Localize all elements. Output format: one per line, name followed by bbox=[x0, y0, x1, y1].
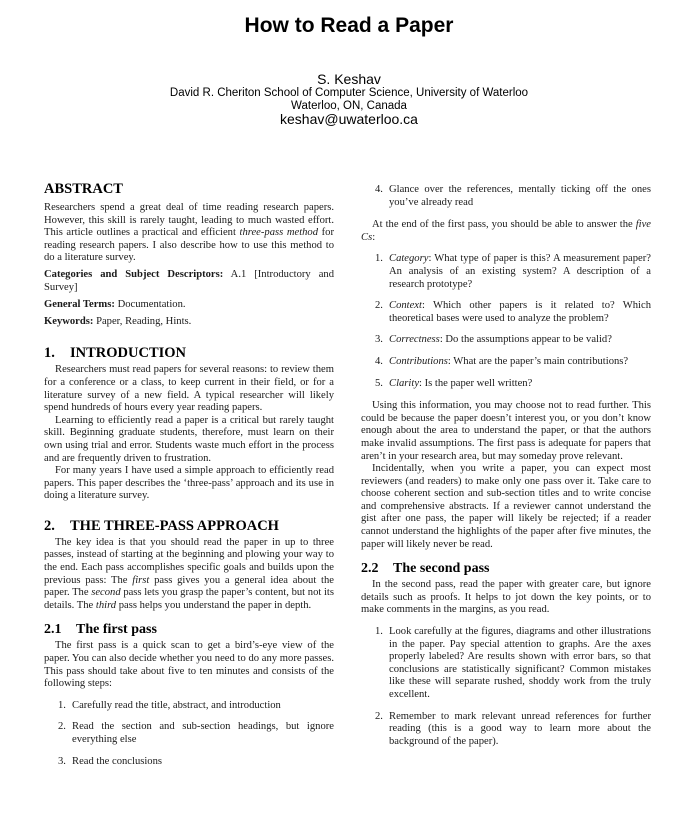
list-item bbox=[361, 711, 651, 749]
list-number: 4. bbox=[375, 184, 383, 195]
subsection-title: The second pass bbox=[393, 561, 490, 577]
author-block bbox=[0, 72, 698, 127]
section-number: 1. bbox=[44, 345, 55, 362]
list-number: 2. bbox=[58, 721, 66, 733]
list-item bbox=[44, 721, 334, 746]
general-terms-label: General Terms: bbox=[44, 299, 115, 311]
list-text: Read the section and sub-section headings, but ignore everything else bbox=[72, 721, 334, 745]
subsection-number: 2.2 bbox=[361, 561, 379, 577]
first-pass-steps bbox=[44, 700, 334, 768]
list-text: : Do the assumptions appear to be valid? bbox=[439, 334, 612, 346]
section-title: THE THREE-PASS APPROACH bbox=[70, 517, 279, 534]
list-item bbox=[44, 700, 334, 713]
categories-label: Categories and Subject Descriptors: bbox=[44, 268, 224, 280]
list-item bbox=[44, 756, 334, 769]
list-number: 3. bbox=[375, 334, 383, 346]
abstract-text-part: for reading research papers. I also describe how to use this method to do a literature survey. bbox=[44, 227, 334, 264]
list-number: 3. bbox=[58, 755, 66, 767]
list-number: 1. bbox=[375, 626, 383, 638]
paragraph: For many years I have used a simple approach to efficiently read papers. This paper describes the ‘three-pass’ approach and its use in doing a literature survey. bbox=[44, 465, 334, 502]
general-terms-line bbox=[44, 299, 334, 312]
list-number: 1. bbox=[58, 699, 66, 711]
paragraph: The first pass is a quick scan to get a bird’s-eye view of the paper. You can also decide whether you need to do any more passes. This pass should take about five to ten minutes and consists of the following steps: bbox=[44, 640, 334, 690]
paragraph bbox=[44, 537, 334, 613]
section-title: INTRODUCTION bbox=[70, 345, 187, 362]
list-text: Carefully read the title, abstract, and introduction bbox=[72, 699, 281, 711]
paragraph: Using this information, you may choose not to read further. This could be because the paper doesn’t interest you, or you don’t know enough about the area to understand the paper, or that the authors make invalid assumptions. The first pass is adequate for papers that aren’t in your research area, but may someday prove relevant. bbox=[361, 400, 651, 462]
categories-line bbox=[44, 269, 334, 294]
text: The key idea is that you should read the paper in up to three passes, instead of starting at the beginning and plowing your way to the end. Each pass accomplishes specific goals and builds upon the previous pass: The bbox=[44, 536, 334, 586]
section-heading-introduction bbox=[44, 345, 334, 362]
emphasis: second bbox=[91, 587, 121, 599]
list-term: Clarity bbox=[389, 377, 420, 389]
list-number: 5. bbox=[375, 377, 383, 389]
categories-value: A.1 [Introductory and Survey] bbox=[44, 268, 334, 293]
section-heading-three-pass bbox=[44, 518, 334, 535]
list-number: 1. bbox=[375, 253, 383, 265]
list-term: Category bbox=[389, 253, 429, 265]
text: : bbox=[372, 231, 376, 243]
list-number: 2. bbox=[375, 300, 383, 312]
abstract-text-part: Researchers spend a great deal of time reading research papers. However, this skill is rarely taught, leading to much wasted effort. This article outlines a practical and efficient bbox=[44, 202, 334, 239]
list-item bbox=[361, 356, 651, 369]
list-text: Read the conclusions bbox=[72, 755, 163, 767]
emphasis: first bbox=[132, 574, 150, 586]
list-item bbox=[361, 300, 651, 325]
keywords-value: Paper, Reading, Hints. bbox=[93, 315, 192, 327]
list-item bbox=[361, 184, 651, 209]
five-cs-intro bbox=[361, 219, 651, 244]
abstract-text bbox=[44, 202, 334, 265]
paragraph: In the second pass, read the paper with greater care, but ignore details such as proofs. It helps to jot down the key points, or to make comments in the margins, as you read. bbox=[361, 579, 651, 616]
author-affiliation: David R. Cheriton School of Computer Science, University of Waterloo bbox=[169, 87, 529, 99]
subsection-heading-first-pass bbox=[44, 621, 334, 638]
emphasis: five Cs bbox=[361, 219, 651, 243]
list-number: 4. bbox=[375, 355, 383, 367]
keywords-label: Keywords: bbox=[44, 315, 94, 327]
text: pass gives you a general idea about the paper. The bbox=[44, 574, 334, 599]
second-pass-steps bbox=[361, 626, 651, 748]
list-item bbox=[361, 253, 651, 291]
abstract-emphasis: three-pass method bbox=[239, 227, 319, 239]
right-column bbox=[361, 184, 651, 748]
list-term: Contributions bbox=[389, 355, 448, 367]
list-term: Context bbox=[389, 300, 422, 312]
author-name: S. Keshav bbox=[317, 71, 381, 87]
list-text: : Which other papers is it related to? Which theoretical bases were used to analyze the problem? bbox=[389, 300, 651, 324]
paragraph: Incidentally, when you write a paper, you can expect most reviewers (and readers) to make only one pass over it. Take care to choose coherent section and sub-section titles and to write concise and comprehensive abstracts. If a reviewer cannot understand the gist after one pass, the paper will likely be rejected; if a reader cannot understand the highlights of the paper after five minutes, the paper will likely never be read. bbox=[361, 463, 651, 550]
keywords-line bbox=[44, 316, 334, 329]
list-text: : What are the paper’s main contributions? bbox=[447, 355, 629, 367]
subsection-number: 2.1 bbox=[44, 622, 62, 638]
section-number: 2. bbox=[44, 517, 55, 534]
paragraph: Learning to efficiently read a paper is a critical but rarely taught skill. Beginning graduate students, therefore, must learn on their own using trial and error. Students waste much effort in the process and are frequently driven to frustration. bbox=[44, 414, 334, 464]
list-item bbox=[361, 626, 651, 702]
author-email: keshav@uwaterloo.ca bbox=[280, 111, 418, 127]
list-text: Glance over the references, mentally ticking off the ones you’ve already read bbox=[389, 184, 651, 208]
paper-title: How to Read a Paper bbox=[244, 14, 454, 37]
list-number: 2. bbox=[375, 710, 383, 722]
emphasis: third bbox=[95, 599, 117, 611]
text: pass lets you grasp the paper’s content, but not its details. The bbox=[44, 587, 334, 611]
paragraph: Researchers must read papers for several reasons: to review them for a conference or a class, to keep current in their field, or for a literature survey of a new field. A typical researcher will likely spend hundreds of hours every year reading papers. bbox=[44, 364, 334, 414]
list-term: Correctness bbox=[389, 334, 440, 346]
left-column bbox=[44, 180, 334, 768]
list-item bbox=[361, 378, 651, 391]
general-terms-value: Documentation. bbox=[114, 299, 186, 311]
author-location: Waterloo, ON, Canada bbox=[291, 99, 407, 112]
list-text: : Is the paper well written? bbox=[419, 377, 533, 389]
five-cs-list bbox=[361, 253, 651, 390]
list-text: : What type of paper is this? A measurement paper? An analysis of an existing system? A description of a research prototype? bbox=[389, 253, 651, 290]
list-text: Remember to mark relevant unread references for further reading (this is a good way to learn more about the background of the paper). bbox=[389, 710, 651, 747]
text: pass helps you understand the paper in depth. bbox=[116, 599, 312, 611]
abstract-heading: ABSTRACT bbox=[44, 181, 123, 197]
text: At the end of the first pass, you should be able to answer the bbox=[372, 219, 636, 231]
subsection-heading-second-pass bbox=[361, 560, 651, 577]
first-pass-steps-continued bbox=[361, 184, 651, 209]
subsection-title: The first pass bbox=[76, 622, 157, 638]
list-text: Look carefully at the figures, diagrams and other illustrations in the paper. Pay special attention to graphs. Are the axes properly labeled? Are results shown with error bars, so that conclusions are statistically significant? Common mistakes like these will separate rushed, shoddy work from the truly excellent. bbox=[389, 626, 651, 700]
list-item bbox=[361, 334, 651, 347]
